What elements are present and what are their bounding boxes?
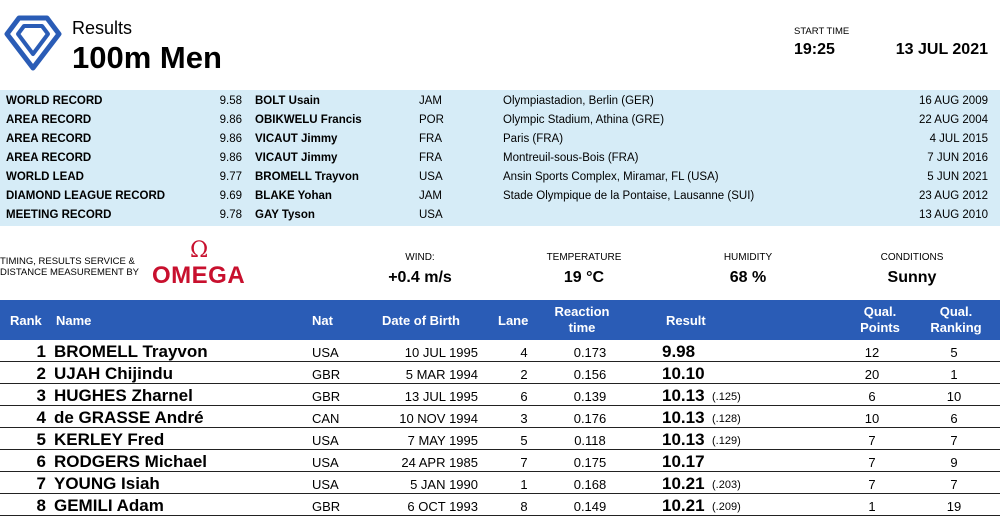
col-dob: Date of Birth xyxy=(382,313,460,328)
result-cell: 10.13 xyxy=(662,386,705,405)
qual-ranking-cell: 9 xyxy=(950,455,958,470)
rank-cell: 8 xyxy=(36,496,46,515)
result-cell: 10.17 xyxy=(662,452,705,471)
record-venue: Stade Olympique de la Pontaise, Lausanne (SUI) xyxy=(503,190,755,202)
record-row xyxy=(0,206,1000,225)
nat-cell: USA xyxy=(312,433,339,448)
tiebreak-cell: (.209) xyxy=(712,501,741,513)
dob-cell: 13 JUL 1995 xyxy=(404,389,478,404)
nat-cell: USA xyxy=(312,455,339,470)
record-row xyxy=(0,149,1000,168)
table-row xyxy=(0,494,1000,516)
record-row xyxy=(0,187,1000,206)
record-result: 9.77 xyxy=(219,171,242,183)
table-row xyxy=(0,450,1000,472)
lane-cell: 8 xyxy=(520,499,528,514)
record-venue: Ansin Sports Complex, Miramar, FL (USA) xyxy=(503,171,719,183)
record-title: AREA RECORD xyxy=(6,114,92,126)
col-name: Name xyxy=(56,313,92,328)
result-cell: 10.21 xyxy=(662,496,705,515)
dob-cell: 10 NOV 1994 xyxy=(399,411,478,426)
record-venue: Olympiastadion, Berlin (GER) xyxy=(503,95,654,107)
record-holder: VICAUT Jimmy xyxy=(255,152,338,164)
record-date: 23 AUG 2012 xyxy=(918,190,988,202)
record-title: WORLD RECORD xyxy=(6,95,103,107)
athlete-name: KERLEY Fred xyxy=(54,430,165,449)
omega-symbol-icon: Ω xyxy=(190,238,209,263)
nat-cell: GBR xyxy=(312,367,341,382)
record-date: 4 JUL 2015 xyxy=(929,133,988,145)
event-date: 13 JUL 2021 xyxy=(895,41,988,58)
lane-cell: 3 xyxy=(520,411,528,426)
col-reaction-line2: time xyxy=(568,320,596,335)
timing-credit-line2: DISTANCE MEASUREMENT BY xyxy=(0,267,140,278)
reaction-cell: 0.168 xyxy=(573,477,607,492)
dob-cell: 24 APR 1985 xyxy=(401,455,478,470)
qual-ranking-cell: 1 xyxy=(950,367,958,382)
qual-ranking-cell: 7 xyxy=(950,477,958,492)
record-result: 9.86 xyxy=(219,133,242,145)
rank-cell: 7 xyxy=(36,474,46,493)
rank-cell: 6 xyxy=(36,452,46,471)
athlete-name: RODGERS Michael xyxy=(54,452,208,471)
record-venue: Montreuil-sous-Bois (FRA) xyxy=(503,152,639,164)
reaction-cell: 0.118 xyxy=(574,433,606,448)
record-result: 9.58 xyxy=(219,95,242,107)
athlete-name: BROMELL Trayvon xyxy=(54,342,208,361)
conditions-block xyxy=(842,252,982,287)
record-date: 5 JUN 2021 xyxy=(927,171,988,183)
record-holder: GAY Tyson xyxy=(255,209,315,221)
omega-wordmark: OMEGA xyxy=(152,262,246,289)
qual-points-cell: 7 xyxy=(868,455,876,470)
temperature-label: TEMPERATURE xyxy=(546,252,622,263)
lane-cell: 6 xyxy=(520,389,528,404)
qual-points-cell: 1 xyxy=(868,499,876,514)
record-result: 9.86 xyxy=(219,152,242,164)
col-qp-line2: Points xyxy=(860,320,900,335)
reaction-cell: 0.139 xyxy=(573,389,607,404)
qual-points-cell: 20 xyxy=(864,367,880,382)
result-cell: 10.13 xyxy=(662,408,705,427)
table-row xyxy=(0,340,1000,362)
timing-credit xyxy=(0,256,139,278)
tiebreak-cell: (.128) xyxy=(712,413,741,425)
results-table-body xyxy=(0,340,1000,516)
qual-points-cell: 12 xyxy=(864,345,880,360)
result-cell: 10.13 xyxy=(662,430,705,449)
qual-ranking-cell: 6 xyxy=(950,411,958,426)
table-row xyxy=(0,428,1000,450)
tiebreak-cell: (.203) xyxy=(712,479,741,491)
record-row xyxy=(0,168,1000,187)
dob-cell: 10 JUL 1995 xyxy=(404,345,478,360)
record-nat: JAM xyxy=(419,190,442,202)
qual-points-cell: 10 xyxy=(864,411,880,426)
qual-ranking-cell: 7 xyxy=(950,433,958,448)
rank-cell: 1 xyxy=(36,342,46,361)
result-cell: 10.10 xyxy=(662,364,705,383)
record-holder: BROMELL Trayvon xyxy=(255,171,359,183)
wind-block xyxy=(350,252,490,287)
record-result: 9.69 xyxy=(219,190,242,202)
record-date: 13 AUG 2010 xyxy=(918,209,988,221)
omega-logo xyxy=(152,238,256,290)
record-date: 7 JUN 2016 xyxy=(927,152,988,164)
lane-cell: 1 xyxy=(520,477,528,492)
qual-ranking-cell: 10 xyxy=(946,389,962,404)
col-rank: Rank xyxy=(10,313,42,328)
record-title: WORLD LEAD xyxy=(6,171,84,183)
result-cell: 10.21 xyxy=(662,474,705,493)
lane-cell: 7 xyxy=(520,455,528,470)
wind-label: WIND: xyxy=(405,252,435,263)
reaction-cell: 0.149 xyxy=(573,499,607,514)
record-nat: FRA xyxy=(419,152,442,164)
rank-cell: 5 xyxy=(36,430,46,449)
record-title: DIAMOND LEAGUE RECORD xyxy=(6,190,166,202)
record-result: 9.78 xyxy=(219,209,242,221)
dob-cell: 6 OCT 1993 xyxy=(407,499,478,514)
tiebreak-cell: (.129) xyxy=(712,435,741,447)
col-qr-line2: Ranking xyxy=(930,320,982,335)
qual-ranking-cell: 19 xyxy=(946,499,962,514)
table-row xyxy=(0,384,1000,406)
record-venue: Olympic Stadium, Athina (GRE) xyxy=(503,114,665,126)
wind-value: +0.4 m/s xyxy=(388,269,452,286)
col-reaction-line1: Reaction xyxy=(554,304,610,319)
athlete-name: GEMILI Adam xyxy=(54,496,164,515)
table-row xyxy=(0,362,1000,384)
record-nat: USA xyxy=(419,209,443,221)
reaction-cell: 0.173 xyxy=(573,345,607,360)
conditions-label: CONDITIONS xyxy=(880,252,944,263)
event-title: 100m Men xyxy=(72,40,222,75)
record-holder: BLAKE Yohan xyxy=(255,190,332,202)
qual-points-cell: 7 xyxy=(868,433,876,448)
nat-cell: GBR xyxy=(312,389,341,404)
athlete-name: de GRASSE André xyxy=(54,408,204,427)
record-date: 16 AUG 2009 xyxy=(918,95,988,107)
lane-cell: 2 xyxy=(520,367,528,382)
diamond-icon xyxy=(4,12,62,72)
qual-points-cell: 7 xyxy=(868,477,876,492)
record-nat: JAM xyxy=(419,95,442,107)
nat-cell: GBR xyxy=(312,499,341,514)
start-time-label: START TIME xyxy=(794,26,850,37)
humidity-label: HUMIDITY xyxy=(723,252,773,263)
athlete-name: YOUNG Isiah xyxy=(54,474,160,493)
record-row xyxy=(0,111,1000,130)
col-result: Result xyxy=(666,313,706,328)
record-title: MEETING RECORD xyxy=(6,209,112,221)
lane-cell: 5 xyxy=(520,433,528,448)
col-qp-line1: Qual. xyxy=(863,304,897,319)
rank-cell: 2 xyxy=(36,364,46,383)
dob-cell: 5 JAN 1990 xyxy=(410,477,478,492)
temperature-value: 19 °C xyxy=(563,269,605,286)
record-nat: FRA xyxy=(419,133,442,145)
col-qr-line1: Qual. xyxy=(939,304,973,319)
record-result: 9.86 xyxy=(219,114,242,126)
tiebreak-cell: (.125) xyxy=(712,391,741,403)
record-title: AREA RECORD xyxy=(6,133,92,145)
record-holder: BOLT Usain xyxy=(255,95,320,107)
record-title: AREA RECORD xyxy=(6,152,92,164)
record-holder: VICAUT Jimmy xyxy=(255,133,338,145)
dob-cell: 5 MAR 1994 xyxy=(405,367,478,382)
results-table-header xyxy=(0,300,1000,340)
rank-cell: 4 xyxy=(36,408,46,427)
nat-cell: USA xyxy=(312,477,339,492)
athlete-name: HUGHES Zharnel xyxy=(54,386,193,405)
record-holder: OBIKWELU Francis xyxy=(255,114,362,126)
qual-points-cell: 6 xyxy=(868,389,876,404)
result-cell: 9.98 xyxy=(662,342,696,361)
conditions-value: Sunny xyxy=(887,269,937,286)
reaction-cell: 0.176 xyxy=(573,411,607,426)
humidity-block xyxy=(678,252,818,287)
nat-cell: USA xyxy=(312,345,339,360)
record-row xyxy=(0,130,1000,149)
table-row xyxy=(0,472,1000,494)
record-nat: USA xyxy=(419,171,443,183)
col-nat: Nat xyxy=(312,313,333,328)
record-venue: Paris (FRA) xyxy=(503,133,564,145)
col-lane: Lane xyxy=(498,313,529,328)
records-panel xyxy=(0,90,1000,226)
table-row xyxy=(0,406,1000,428)
qual-ranking-cell: 5 xyxy=(950,345,958,360)
record-row xyxy=(0,92,1000,111)
nat-cell: CAN xyxy=(312,411,340,426)
reaction-cell: 0.175 xyxy=(573,455,607,470)
athlete-name: UJAH Chijindu xyxy=(54,364,173,383)
humidity-value: 68 % xyxy=(729,269,767,286)
lane-cell: 4 xyxy=(520,345,528,360)
record-date: 22 AUG 2004 xyxy=(918,114,988,126)
results-heading: Results xyxy=(72,18,133,38)
timing-credit-line1: TIMING, RESULTS SERVICE & xyxy=(0,256,135,267)
start-time: 19:25 xyxy=(794,41,835,58)
dob-cell: 7 MAY 1995 xyxy=(407,433,478,448)
record-nat: POR xyxy=(419,114,444,126)
rank-cell: 3 xyxy=(36,386,46,405)
temperature-block xyxy=(514,252,654,287)
reaction-cell: 0.156 xyxy=(573,367,607,382)
